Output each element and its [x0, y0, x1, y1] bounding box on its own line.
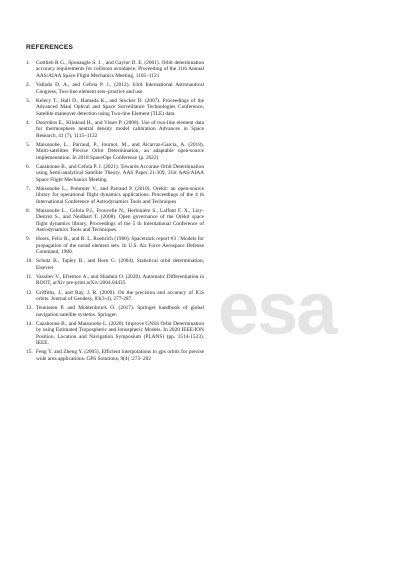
reference-text: Teunissen P. and Montenbruck O. (2017). Springer handbook of global navigation satellite systems. Springer. — [36, 305, 204, 318]
reference-item — [26, 186, 204, 205]
reference-item — [26, 321, 204, 347]
reference-text: Kelecy T., Hall D., Hamada K., and Stocker D. (2007). Proceedings of the Advanced Maui Optical and Space Surveillance Technologies Conference, Satellite maneuver detection using Two-line Element (TLE) data — [36, 97, 204, 117]
reference-number: 1. — [26, 60, 31, 66]
reference-number: 2. — [26, 82, 31, 89]
reference-list — [26, 60, 204, 365]
reference-text: Vallado D. A., and Cefola P. J., (2012). 63rd International Astronautical Congress, Two-line element sets–practice and use — [36, 82, 204, 95]
reference-item — [26, 60, 204, 79]
reference-item — [26, 258, 204, 271]
reference-text: Schutz B., Tapley B., and Born G. (2004). Statistical orbit determination, Elsevier — [36, 258, 204, 271]
reference-number: 9. — [26, 236, 31, 243]
reference-number: 11. — [26, 274, 33, 281]
reference-item — [26, 349, 204, 362]
reference-number: 13. — [26, 305, 33, 312]
reference-number: 8. — [26, 207, 31, 214]
reference-item — [26, 82, 204, 95]
reference-item — [26, 164, 204, 183]
reference-item — [26, 142, 204, 161]
reference-number: 15. — [26, 349, 33, 356]
esa-watermark-logo: esa — [218, 267, 336, 350]
reference-text: Maisonobe L., Pommier V., and Parraud P. (2010). Orekit: an open-source library for operational flight dynamics applications. Proceedings of the 4 th International Conference of Astrodynamics Tools and Techniques — [36, 185, 204, 205]
reference-text: Griffiths, J., and Ray, J. R. (2009). On the precision and accuracy of IGS orbits. Journal of Geodesy, 83(3-4), 277-287. — [36, 289, 204, 303]
reference-text: Hoots, Felix R., and R. L. Roehrich (1980). Spacetrack report #3 : Models for propagation of the norad element sets. In U.S. Air Force Aerospace Defense Command, 1980. — [36, 236, 204, 256]
reference-text: Gottlieb R G., Sponaugle S. J. , and Gaylor D. E. (2001). Orbit determination accuracy requirements for collision avoidance, Proceeding of the 11th Annual AAS/AIAA Space Flight Mechanics Meeting, 1105–1121 — [36, 60, 204, 79]
reference-item — [26, 305, 204, 318]
reference-number: 12. — [26, 289, 33, 296]
reference-number: 7. — [26, 185, 31, 192]
reference-text: Feng Y. and Zheng Y. (2005). Efficient interpolations to gps orbits for precise wide area applications. GPS Solutions, 9(4) :273–282 — [36, 349, 204, 362]
reference-text: Cazabonne B., and Cefola P. J. (2021). Towards Accurate Orbit Determination using Semi-analytical Satellite Theory, AAS Paper 21-309, 31st AAS/AIAA Space Flight Mechanics Meeting — [36, 163, 204, 183]
reference-number: 3. — [26, 97, 31, 104]
reference-item — [26, 236, 204, 255]
reference-text: Maisonobe, L., Parraud, P., Journot, M., and Alcarraz-Garcia, A. (2018). Multi-satellites Precise Orbit Determination, an adaptable open-source implementation. In 2018 SpaceOps Conference (p. 2622) — [36, 141, 204, 161]
reference-number: 6. — [26, 163, 31, 170]
reference-item — [26, 290, 204, 303]
reference-number: 5. — [26, 141, 31, 148]
reference-item — [26, 274, 204, 287]
reference-text: Maisonobe L., Cefola P.J., Frouvelle N., Herbinière S., Laffont F. X., Lizy-Destrez S., and Neidhart T. (2008). Open governance of the Orekit space flight dynamics library, Proceedings of the 5 th International Conference of Astrodynamics Tools and Techniques. — [36, 207, 204, 234]
reference-number: 10. — [26, 258, 33, 265]
reference-text: Cazabonne B., and Maisonobe L. (2020). Improve GNSS Orbit Determination by using Estimated Tropospheric and Ionospheric Models. In 2020 IEEE/ION Position, Location and Navigation Symposium (PLANS) (pp. 1514-1523). IEEE. — [36, 320, 204, 347]
reference-text: Doornbos E., Klinkrad H., and Visser P. (2008). Use of two-line element data for thermosphere neutral density model calibration Advances in Space Research, 41 (7), 1115–1122 — [36, 119, 204, 139]
references-heading: REFERENCES — [26, 44, 74, 51]
reference-item — [26, 98, 204, 117]
reference-item — [26, 120, 204, 139]
reference-text: Vassilev V., Efremov A., and Shadura O. (2020). Automatic Differentiation in ROOT, arXiv pre-print arXiv:2004.04435 — [36, 274, 204, 287]
reference-number: 4. — [26, 119, 31, 126]
reference-number: 14. — [26, 320, 33, 327]
reference-item — [26, 208, 204, 234]
